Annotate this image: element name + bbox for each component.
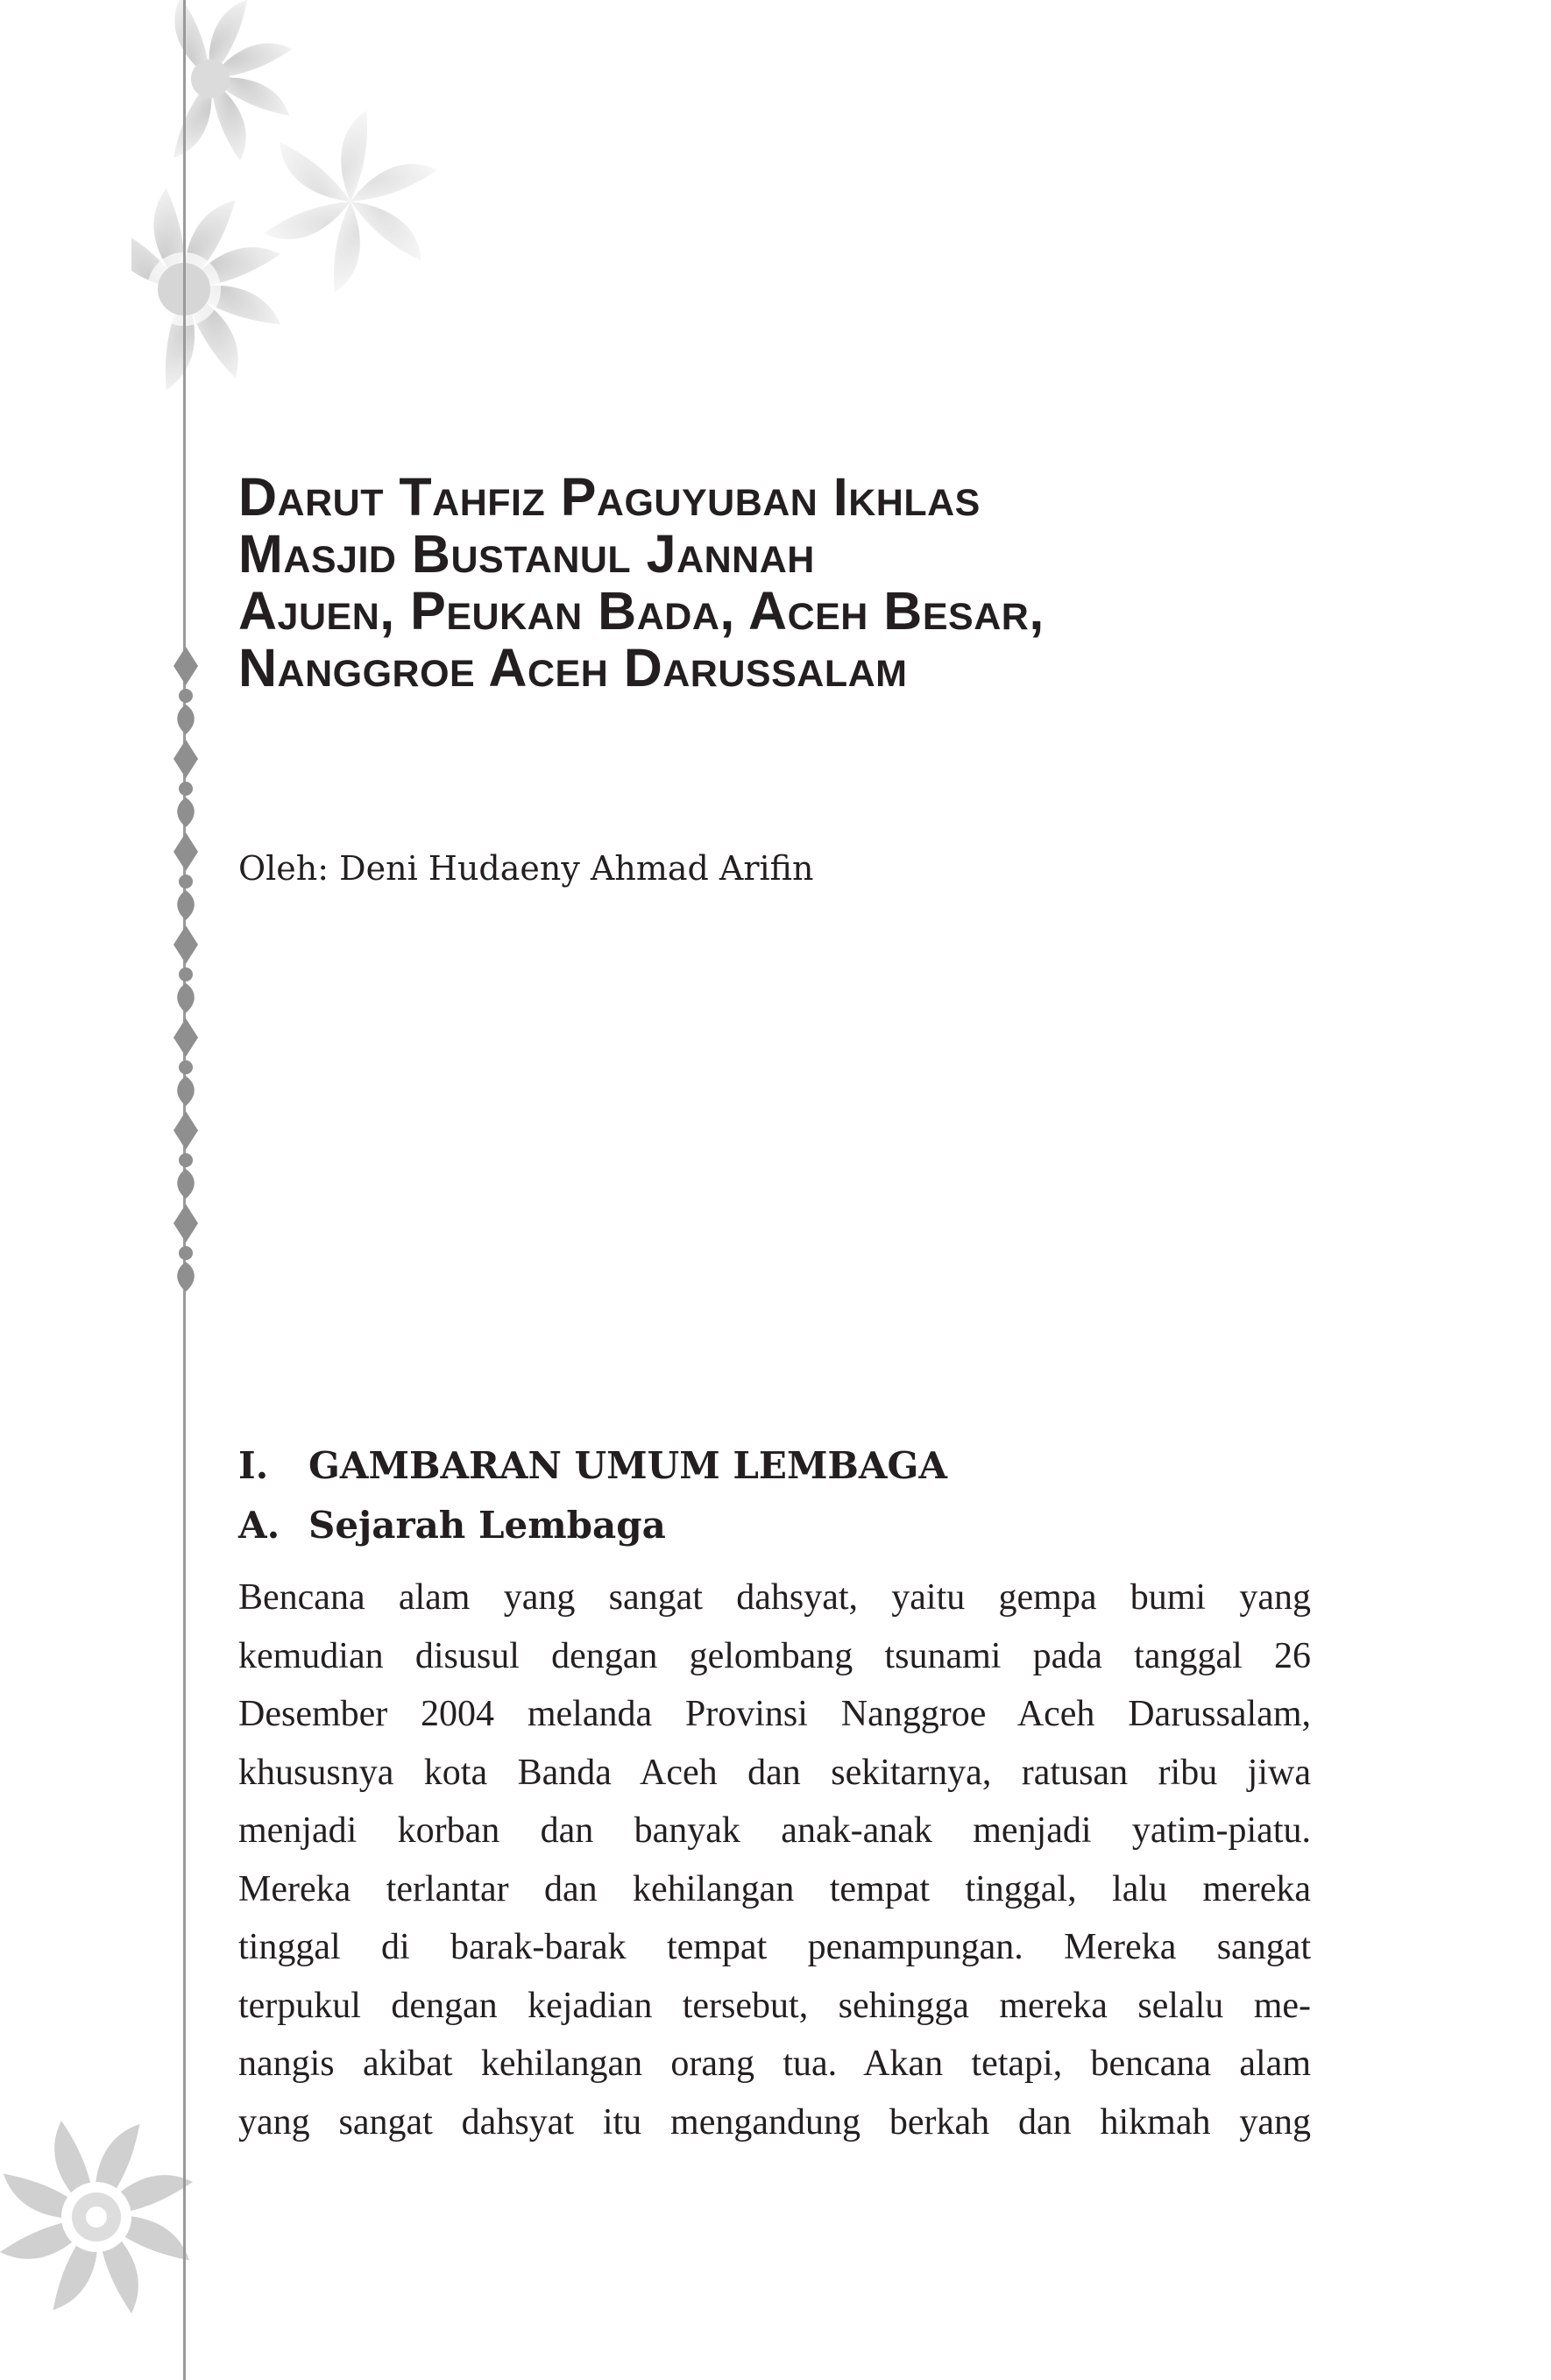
paragraph-line: nangis akibat kehilangan orang tua. Akan tetapi, bencana alam	[238, 2044, 1311, 2084]
subsection-heading	[238, 1504, 666, 1548]
author-byline: Oleh: Deni Hudaeny Ahmad Arifin	[238, 849, 814, 888]
paragraph-line: khususnya kota Banda Aceh dan sekitarnya, ratusan ribu jiwa	[238, 1752, 1311, 1793]
paragraph-line: Bencana alam yang sangat dahsyat, yaitu gempa bumi yang	[238, 1577, 1311, 1618]
chapter-title	[238, 469, 1430, 697]
paragraph-line: tinggal di barak-barak tempat penampungan. Mereka sangat	[238, 1927, 1311, 1967]
paragraph-line: menjadi korban dan banyak anak-anak menjadi yatim-piatu.	[238, 1810, 1311, 1851]
paragraph-line: yang sangat dahsyat itu mengandung berkah dan hikmah yang	[238, 2101, 1311, 2143]
subsection-title: Sejarah Lembaga	[308, 1504, 666, 1547]
title-line: Ajuen, Peukan Bada, Aceh Besar,	[238, 581, 1045, 641]
paragraph-line: Desember 2004 melanda Provinsi Nanggroe Aceh Darussalam,	[238, 1694, 1311, 1734]
floral-ornament-top	[131, 0, 499, 491]
title-line: Darut Tahfiz Paguyuban Ikhlas	[238, 467, 981, 527]
paragraph-line: kemudian disusul dengan gelombang tsunami pada tanggal 26	[238, 1635, 1311, 1676]
title-line: Masjid Bustanul Jannah	[238, 524, 815, 584]
paragraph-line: terpukul dengan kejadian tersebut, sehingga mereka selalu me-	[238, 1985, 1311, 2026]
section-title: GAMBARAN UMUM LEMBAGA	[308, 1444, 947, 1487]
subsection-number: A.	[238, 1504, 280, 1547]
section-heading	[238, 1444, 947, 1488]
section-number: I.	[238, 1444, 269, 1487]
body-paragraph	[238, 1569, 1311, 2151]
paragraph-line: Mereka terlantar dan kehilangan tempat tinggal, lalu mereka	[238, 1868, 1311, 1909]
title-line: Nanggroe Aceh Darussalam	[238, 638, 908, 698]
diamond-chain-ornament	[159, 647, 212, 1295]
